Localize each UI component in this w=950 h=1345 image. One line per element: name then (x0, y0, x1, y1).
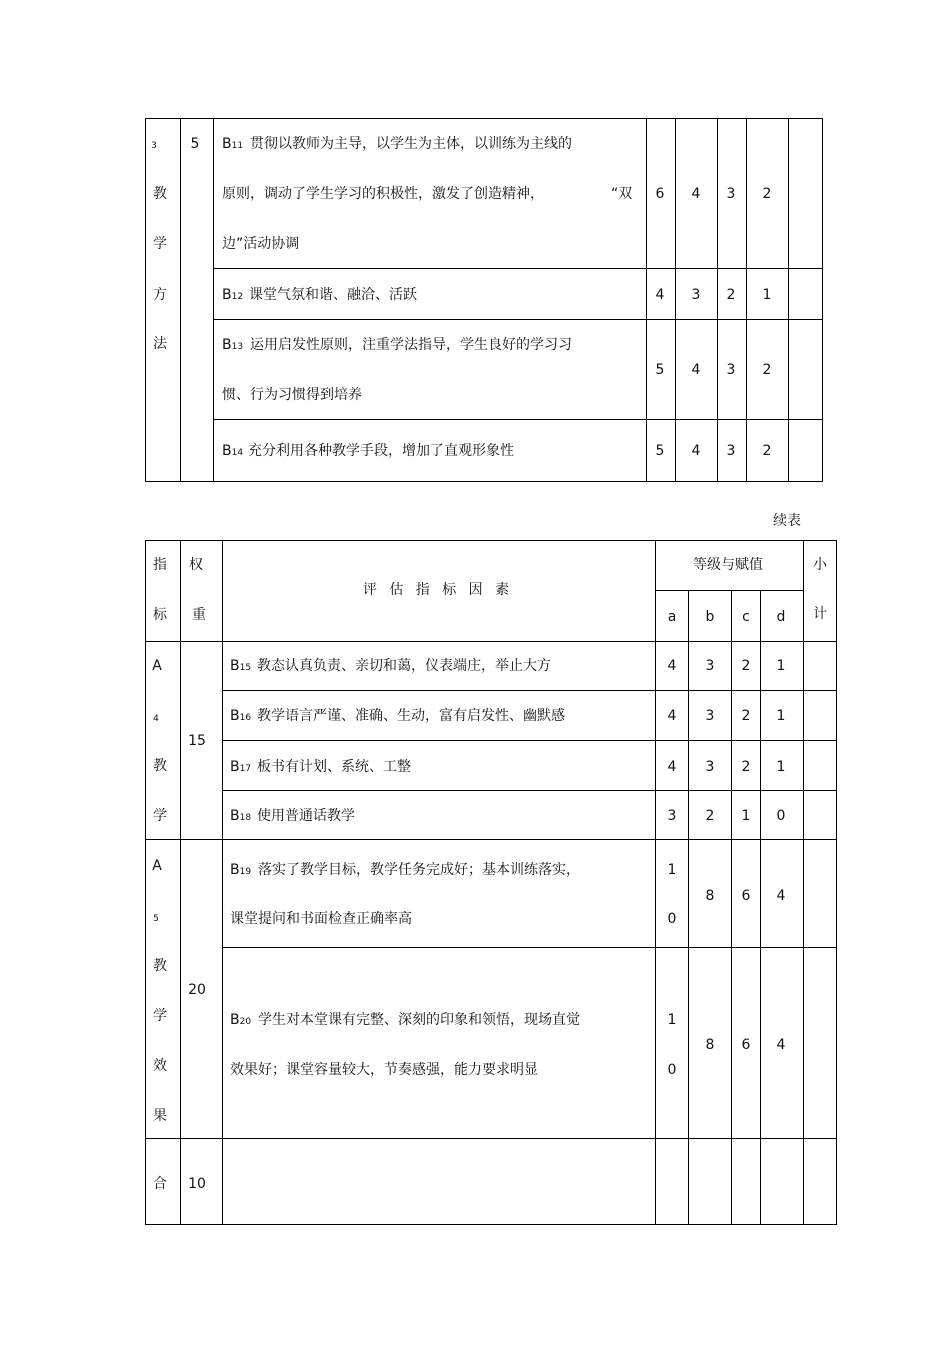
factor-code: B18 (230, 808, 252, 824)
grade-a-value: 5 (655, 443, 665, 459)
grade-a-value: 1 (667, 862, 677, 878)
factor-text: 运用启发性原则，注重学法指导，学生良好的学习习 (250, 337, 572, 353)
col-divider (222, 540, 223, 1225)
factor-code: B15 (230, 658, 252, 674)
factor-text: 教态认真负责、亲切和蔼，仪表端庄，举止大方 (257, 658, 551, 674)
header-subtotal: 小 (813, 557, 827, 573)
header-weight: 权 (189, 557, 203, 573)
table-2-border-bottom (145, 1224, 837, 1225)
factor-code: B13 (222, 337, 244, 353)
indicator-letter: A (152, 858, 162, 874)
grade-d-value: 0 (776, 808, 786, 824)
grade-c-value: 6 (741, 888, 751, 904)
row-divider (222, 947, 837, 948)
header-grade-b: b (705, 609, 715, 625)
header-grade-c: c (742, 609, 750, 625)
grade-b-value: 8 (705, 1037, 715, 1053)
grade-a-value: 4 (667, 658, 677, 674)
table-1-border-bottom (145, 481, 823, 482)
grade-a-value: 3 (667, 808, 677, 824)
header-grade-a: a (667, 609, 677, 625)
factor-text: 充分利用各种教学手段，增加了直观形象性 (248, 443, 514, 459)
col-divider (836, 540, 837, 1225)
factor-code: B12 (222, 287, 244, 303)
row-divider (213, 268, 823, 269)
grade-a-value: 5 (655, 362, 665, 378)
factor-text: “双 (611, 186, 633, 202)
indicator-char: 学 (153, 808, 167, 824)
header-subtotal: 计 (813, 606, 827, 622)
grade-a-value: 4 (667, 708, 677, 724)
grade-d-value: 1 (776, 708, 786, 724)
grade-c-value: 2 (726, 287, 736, 303)
factor-text: 边”活动协调 (222, 236, 300, 252)
header-indicator: 标 (153, 607, 167, 623)
factor-text: 课堂提问和书面检查正确率高 (230, 911, 412, 927)
grade-b-value: 4 (691, 362, 701, 378)
grade-c-value: 2 (741, 658, 751, 674)
indicator-char: 效 (153, 1058, 167, 1074)
col-divider (746, 118, 747, 482)
col-divider (145, 540, 146, 1225)
col-divider (646, 118, 647, 482)
indicator-char: 果 (153, 1108, 167, 1124)
continued-label: 续表 (773, 513, 801, 529)
factor-code: B11 (222, 136, 244, 152)
indicator-letter: A (152, 658, 162, 674)
col-divider (180, 118, 181, 482)
indicator-char: 学 (153, 236, 167, 252)
grade-b-value: 4 (691, 443, 701, 459)
factor-text: 原则，调动了学生学习的积极性，激发了创造精神， (222, 186, 544, 202)
grade-a-value: 4 (655, 287, 665, 303)
row-divider (222, 790, 837, 791)
col-divider (145, 118, 146, 482)
grade-d-value: 4 (776, 888, 786, 904)
header-grade: 等级与赋值 (693, 557, 763, 573)
grade-d-value: 4 (776, 1037, 786, 1053)
factor-code: B20 (230, 1012, 252, 1028)
indicator-char: 教 (153, 186, 167, 202)
factor-code: B16 (230, 708, 252, 724)
factor-text: 效果好；课堂容量较大，节奏感强，能力要求明显 (230, 1062, 538, 1078)
factor-text: 教学语言严谨、准确、生动，富有启发性、幽默感 (257, 708, 565, 724)
header-divider (145, 641, 837, 642)
table-2-border-top (145, 540, 837, 541)
factor-text: 学生对本堂课有完整、深刻的印象和领悟，现场直觉 (258, 1012, 580, 1028)
col-divider (213, 118, 214, 482)
row-divider (213, 419, 823, 420)
group-divider (145, 839, 837, 840)
factor-text: 使用普通话教学 (257, 808, 355, 824)
grade-c-value: 3 (726, 186, 736, 202)
grade-a-value: 1 (667, 1012, 677, 1028)
grade-d-value: 1 (762, 287, 772, 303)
grade-a-value: 0 (667, 911, 677, 927)
group-divider (145, 1138, 837, 1139)
header-indicator: 指 (153, 557, 167, 573)
col-divider (788, 118, 789, 482)
factor-text: 贯彻以教师为主导，以学生为主体，以训练为主线的 (250, 136, 572, 152)
col-divider (180, 540, 181, 1225)
row-divider (222, 690, 837, 691)
col-divider (688, 590, 689, 1225)
indicator-number: 3 (151, 141, 157, 151)
row-divider (213, 319, 823, 320)
indicator-number: 5 (153, 914, 159, 924)
indicator-char: 教 (153, 958, 167, 974)
col-divider (760, 590, 761, 1225)
grade-c-value: 6 (741, 1037, 751, 1053)
grade-b-value: 3 (705, 708, 715, 724)
grade-a-value: 0 (667, 1062, 677, 1078)
factor-text: 板书有计划、系统、工整 (257, 759, 411, 775)
grade-d-value: 2 (762, 443, 772, 459)
grade-d-value: 2 (762, 186, 772, 202)
weight-value: 20 (188, 982, 206, 998)
col-divider (655, 540, 656, 1225)
factor-text: 惯、行为习惯得到培养 (222, 387, 362, 403)
col-divider (675, 118, 676, 482)
header-grade-d: d (776, 609, 786, 625)
grade-c-value: 3 (726, 362, 736, 378)
header-weight: 重 (192, 607, 206, 623)
grade-c-value: 2 (741, 759, 751, 775)
factor-code: B17 (230, 759, 252, 775)
factor-code: B19 (230, 862, 252, 878)
indicator-number: 4 (153, 714, 159, 724)
col-divider (731, 590, 732, 1225)
grade-c-value: 2 (741, 708, 751, 724)
col-divider (822, 118, 823, 482)
grade-b-value: 3 (691, 287, 701, 303)
header-factors: 评 估 指 标 因 素 (362, 582, 514, 598)
grade-b-value: 2 (705, 808, 715, 824)
grade-b-value: 3 (705, 759, 715, 775)
grade-b-value: 8 (705, 888, 715, 904)
total-weight: 10 (188, 1176, 206, 1192)
factor-code: B14 (222, 443, 244, 459)
grade-d-value: 2 (762, 362, 772, 378)
col-divider (803, 540, 804, 1225)
factor-text: 落实了教学目标，教学任务完成好；基本训练落实， (258, 862, 580, 878)
grade-a-value: 4 (667, 759, 677, 775)
grade-c-value: 3 (726, 443, 736, 459)
grade-c-value: 1 (741, 808, 751, 824)
indicator-char: 法 (153, 336, 167, 352)
indicator-char: 学 (153, 1008, 167, 1024)
grade-d-value: 1 (776, 759, 786, 775)
col-divider (717, 118, 718, 482)
indicator-char: 方 (153, 287, 167, 303)
grade-d-value: 1 (776, 658, 786, 674)
factor-text: 课堂气氛和谐、融洽、活跃 (249, 287, 417, 303)
indicator-char: 教 (153, 758, 167, 774)
weight-value: 5 (190, 136, 200, 152)
grade-a-value: 6 (655, 186, 665, 202)
table-1-border-top (145, 118, 823, 119)
grade-header-divider (655, 590, 803, 591)
grade-b-value: 4 (691, 186, 701, 202)
grade-b-value: 3 (705, 658, 715, 674)
total-label: 合 (153, 1176, 167, 1192)
row-divider (222, 740, 837, 741)
weight-value: 15 (188, 733, 206, 749)
